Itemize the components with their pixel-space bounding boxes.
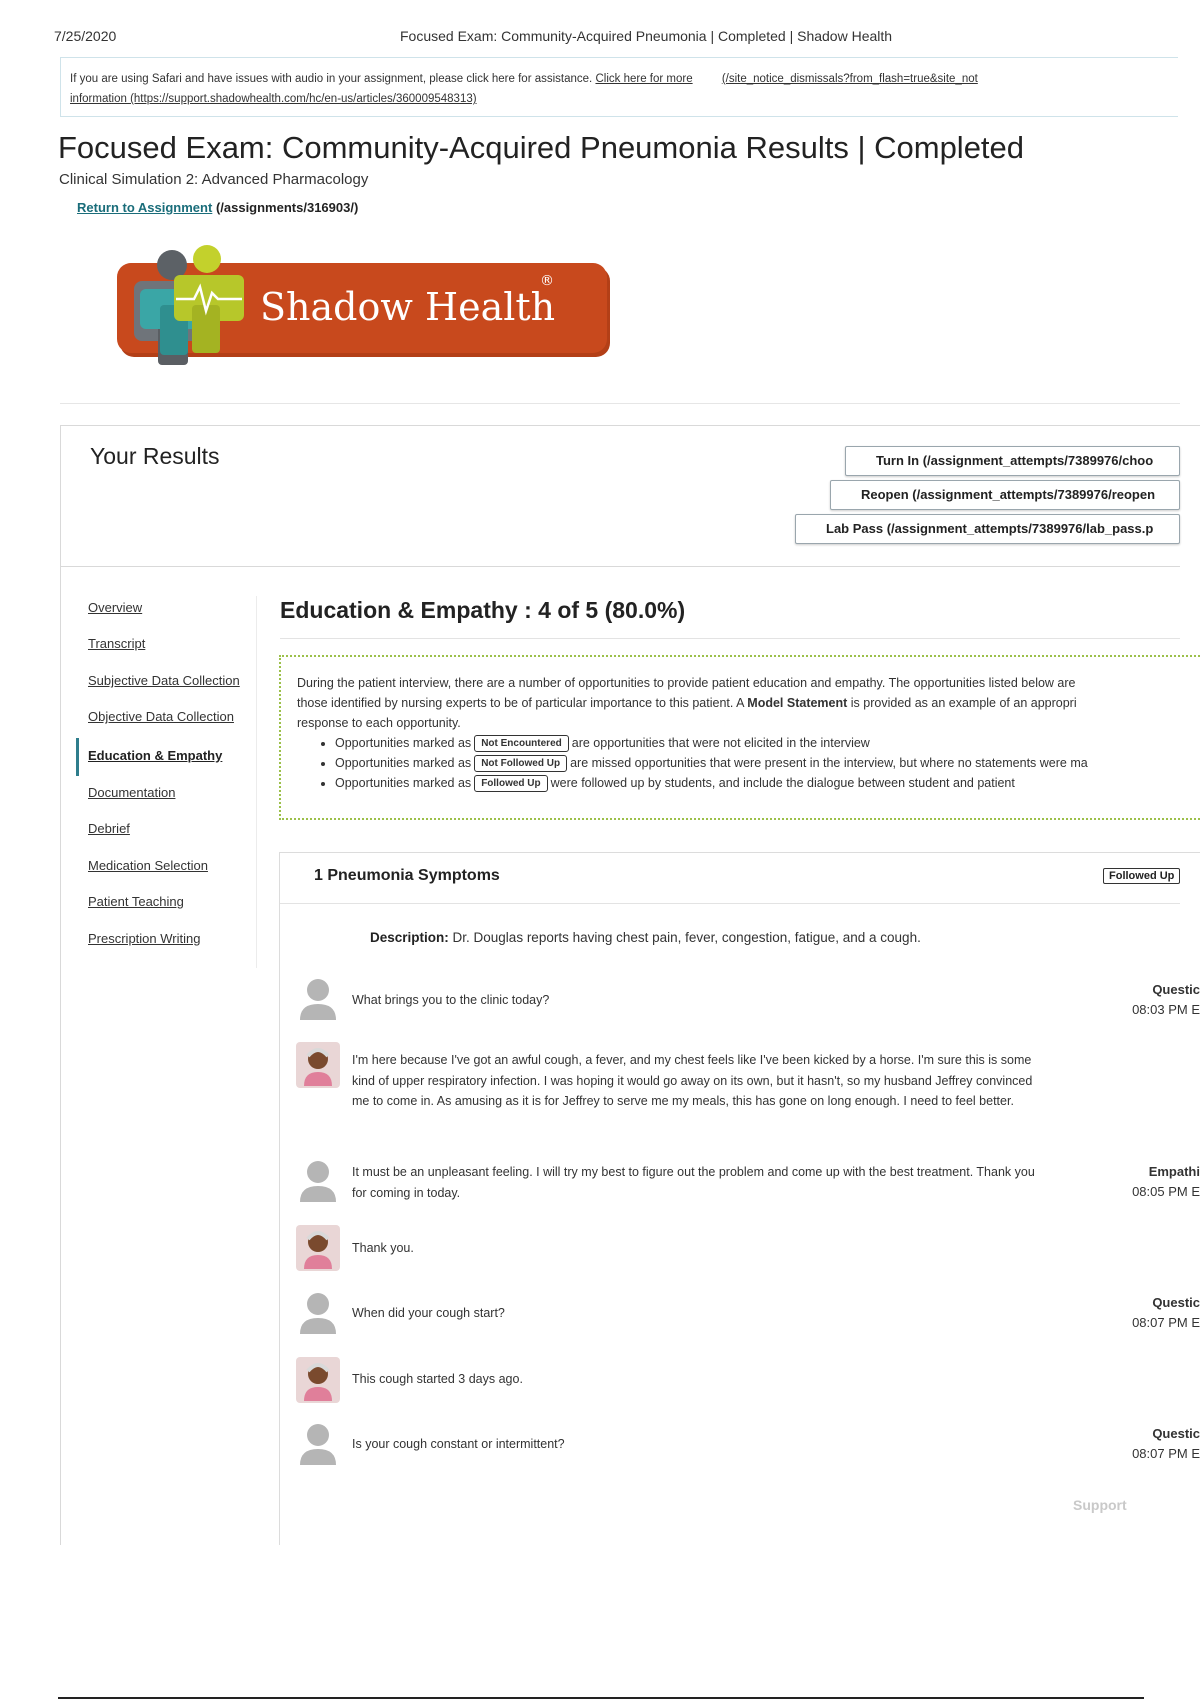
notice-info-link[interactable]: information (https://support.shadowhealth.com/hc/en-us/articles/360009548313)	[70, 93, 477, 105]
message-text: Thank you.	[352, 1241, 414, 1255]
patient-avatar-icon	[296, 1357, 340, 1403]
student-avatar-icon	[296, 1290, 340, 1336]
notice-text: If you are using Safari and have issues with audio in your assignment, please click here for assistance.	[70, 73, 593, 85]
info-box	[279, 655, 1200, 820]
transcript-message	[296, 1357, 1200, 1405]
sidebar-item-subjective-data[interactable]: Subjective Data Collection	[88, 673, 240, 688]
divider	[60, 403, 1180, 404]
logo-graphic	[112, 245, 612, 375]
sidebar-item-documentation[interactable]: Documentation	[88, 785, 176, 800]
message-text: Is your cough constant or intermittent?	[352, 1437, 565, 1451]
active-indicator	[76, 738, 79, 776]
results-sidebar	[76, 596, 257, 968]
intro-line: response to each opportunity.	[297, 716, 461, 730]
legend-item: • Opportunities marked as Not Encountered are opportunities that were not elicited in the interview	[335, 733, 1186, 753]
support-button[interactable]: Support	[1073, 1497, 1127, 1513]
status-badge: Not Followed Up	[474, 755, 567, 772]
transcript-message	[296, 976, 1200, 1024]
intro-line: those identified by nursing experts to be of particular importance to this patient. A Model Statement is provided as an example of an appropri	[297, 696, 1077, 710]
status-badge: Not Encountered	[474, 735, 569, 752]
sidebar-item-overview[interactable]: Overview	[88, 600, 143, 615]
transcript-message	[296, 1290, 1200, 1338]
lab-pass-button[interactable]: Lab Pass (/assignment_attempts/7389976/lab_pass.p	[795, 514, 1180, 544]
reopen-button[interactable]: Reopen (/assignment_attempts/7389976/reopen	[830, 480, 1180, 510]
sidebar-item-medication-selection[interactable]: Medication Selection	[88, 858, 208, 873]
transcript-message	[296, 1421, 1200, 1469]
return-link-text[interactable]: Return to Assignment	[77, 200, 213, 215]
message-meta: Questic 08:07 PM E	[1132, 1295, 1200, 1330]
sidebar-item-transcript[interactable]: Transcript	[88, 636, 146, 651]
divider	[61, 566, 1180, 567]
message-text: I'm here because I've got an awful cough, a fever, and my chest feels like I've been kicked by a horse. I'm sure this is some kind of upper respiratory infection. I was hoping it would go away on its own, but it hasn't, so my husband Jeffrey convinced me to come in. As amusing as it is for Jeffrey to serve me my meals, this has gone on long enough. I need to feel better.	[352, 1053, 1033, 1108]
message-text: It must be an unpleasant feeling. I will try my best to figure out the problem and come up with the best treatment. Thank you for coming in today.	[352, 1165, 1035, 1200]
page-subtitle: Clinical Simulation 2: Advanced Pharmacology	[59, 171, 369, 188]
message-meta: Questic 08:03 PM E	[1132, 982, 1200, 1017]
card-title: 1 Pneumonia Symptoms	[314, 867, 500, 884]
intro-line: During the patient interview, there are a number of opportunities to provide patient education and empathy. The opportunities listed below are	[297, 676, 1076, 690]
notice-more-link[interactable]: Click here for more	[595, 73, 693, 85]
notice-dismiss-link[interactable]: (/site_notice_dismissals?from_flash=true&site_not	[721, 73, 978, 85]
status-badge: Followed Up	[1103, 868, 1180, 884]
transcript-message	[296, 1158, 1200, 1206]
message-meta: Empathi 08:05 PM E	[1132, 1164, 1200, 1199]
sidebar-item-debrief[interactable]: Debrief	[88, 821, 130, 836]
sidebar-item-objective-data[interactable]: Objective Data Collection	[88, 709, 234, 724]
student-avatar-icon	[296, 1421, 340, 1467]
logo-wordmark: Shadow Health	[260, 285, 556, 329]
message-meta: Questic 08:07 PM E	[1132, 1426, 1200, 1461]
patient-avatar-icon	[296, 1225, 340, 1271]
transcript-message	[296, 1225, 1200, 1273]
sidebar-item-prescription-writing[interactable]: Prescription Writing	[88, 931, 201, 946]
logo-registered-mark: ®	[540, 273, 554, 289]
legend-item: • Opportunities marked as Not Followed Up are missed opportunities that were present in the interview, but where no statements were ma	[335, 753, 1186, 773]
legend-list	[297, 733, 1186, 793]
patient-avatar-icon	[296, 1042, 340, 1088]
sidebar-item-education-empathy[interactable]: Education & Empathy	[88, 748, 223, 763]
return-link-path: (/assignments/316903/)	[215, 200, 359, 215]
sidebar-item-patient-teaching[interactable]: Patient Teaching	[88, 894, 184, 909]
message-text: What brings you to the clinic today?	[352, 993, 550, 1007]
shadow-health-logo	[112, 245, 612, 375]
site-notice	[60, 57, 1178, 117]
divider	[280, 903, 1180, 904]
turn-in-button[interactable]: Turn In (/assignment_attempts/7389976/choo	[845, 446, 1180, 476]
legend-item: • Opportunities marked as Followed Up were followed up by students, and include the dialogue between student and patient	[335, 773, 1186, 793]
transcript-message	[296, 1042, 1200, 1132]
message-text: This cough started 3 days ago.	[352, 1372, 523, 1386]
message-text: When did your cough start?	[352, 1306, 505, 1320]
print-date: 7/25/2020	[54, 28, 117, 44]
print-title: Focused Exam: Community-Acquired Pneumonia | Completed | Shadow Health	[400, 28, 893, 44]
section-title: Education & Empathy : 4 of 5 (80.0%)	[280, 597, 686, 623]
page-title: Focused Exam: Community-Acquired Pneumonia Results | Completed	[58, 130, 1025, 165]
card-description: Description: Dr. Douglas reports having chest pain, fever, congestion, fatigue, and a cough.	[370, 930, 921, 945]
return-to-assignment[interactable]	[77, 200, 358, 215]
status-badge: Followed Up	[474, 775, 547, 792]
divider	[280, 638, 1180, 639]
student-avatar-icon	[296, 976, 340, 1022]
student-avatar-icon	[296, 1158, 340, 1204]
results-title: Your Results	[90, 443, 220, 469]
page-footer-line	[58, 1697, 1144, 1699]
